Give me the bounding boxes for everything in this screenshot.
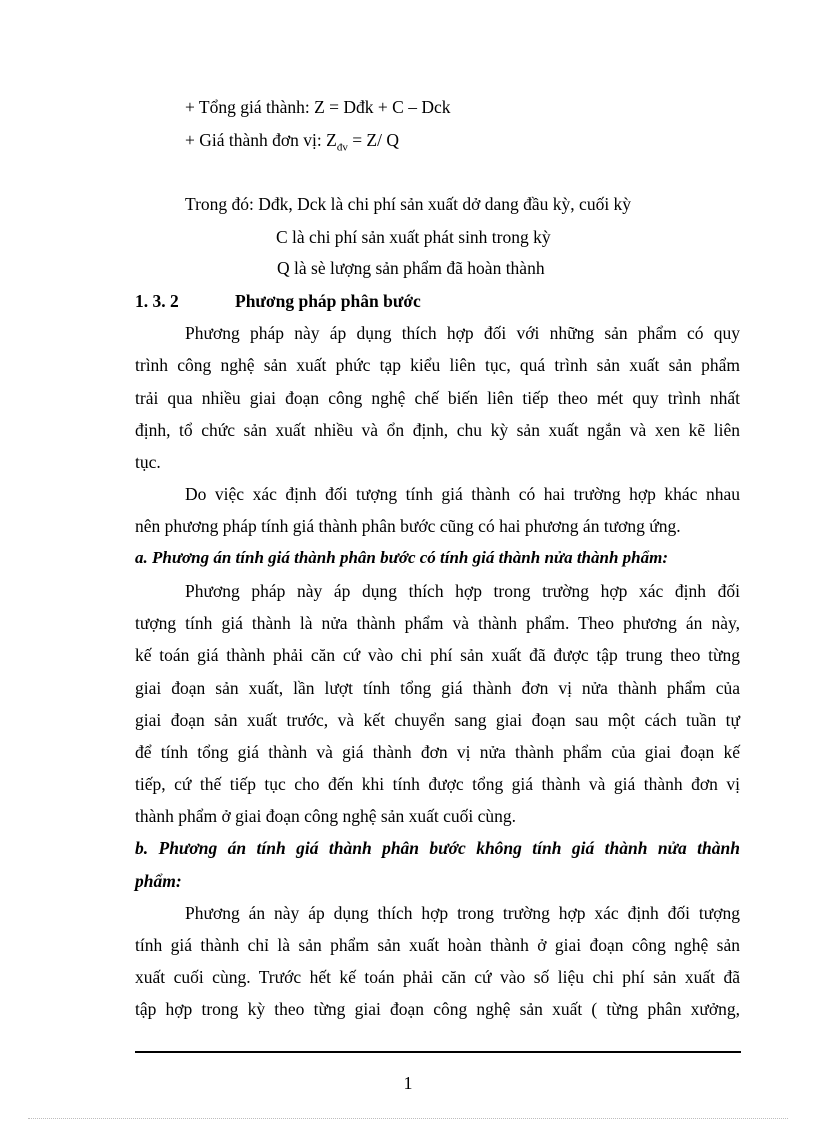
section-number: 1. 3. 2 xyxy=(135,291,179,311)
formula-unit-cost-subscript: đv xyxy=(336,141,348,154)
paragraph3-line: tiếp, cứ thế tiếp tục cho đến khi tính được tổng giá thành và giá thành đơn vị xyxy=(135,774,740,794)
paragraph3-line: tượng tính giá thành là nửa thành phẩm và thành phẩm. Theo phương án này, xyxy=(135,613,740,633)
footer-rule xyxy=(135,1051,741,1053)
heading-a: a. Phương án tính giá thành phân bước có tính giá thành nửa thành phẩm: xyxy=(135,548,669,567)
page-boundary-line xyxy=(28,1118,788,1119)
formula-unit-cost-suffix: = Z/ Q xyxy=(347,130,399,150)
paragraph3-line: kế toán giá thành phải căn cứ vào chi phí sản xuất đã được tập trung theo từng xyxy=(135,645,740,665)
heading-b-line2: phẩm: xyxy=(135,871,182,891)
paragraph1-line: định, tổ chức sản xuất nhiều và ổn định, chu kỳ sản xuất ngắn và xen kẽ liên xyxy=(135,420,740,440)
paragraph4-line: xuất cuối cùng. Trước hết kế toán phải căn cứ vào số liệu chi phí sản xuất đã xyxy=(135,967,740,987)
definition-q: Q là sè lượng sản phẩm đã hoàn thành xyxy=(277,258,545,278)
paragraph2-line: Do việc xác định đối tượng tính giá thành có hai trường hợp khác nhau xyxy=(185,484,740,504)
formula-total-cost: + Tổng giá thành: Z = Dđk + C – Dck xyxy=(185,97,451,117)
heading-b-line1: b. Phương án tính giá thành phân bước không tính giá thành nửa thành xyxy=(135,838,740,858)
paragraph3-line: để tính tổng giá thành và giá thành đơn vị nửa thành phẩm của giai đoạn kế xyxy=(135,742,740,762)
paragraph1-line: trải qua nhiều giai đoạn công nghệ chế biến liên tiếp theo mét quy trình nhất xyxy=(135,388,740,408)
formula-unit-cost-prefix: + Giá thành đơn vị: Z xyxy=(185,130,337,150)
paragraph4-line: tính giá thành chỉ là sản phẩm sản xuất hoàn thành ở giai đoạn công nghệ sản xyxy=(135,935,740,955)
paragraph3-line: giai đoạn sản xuất trước, và kết chuyển sang giai đoạn sau một cách tuần tự xyxy=(135,710,740,730)
paragraph3-line: thành phẩm ở giai đoạn công nghệ sản xuất cuối cùng. xyxy=(135,806,517,826)
definition-intro: Trong đó: Dđk, Dck là chi phí sản xuất dở dang đầu kỳ, cuối kỳ xyxy=(185,194,632,214)
paragraph2-line: nên phương pháp tính giá thành phân bước cũng có hai phương án tương ứng. xyxy=(135,516,681,536)
paragraph1-line: tục. xyxy=(135,452,161,472)
page-number: 1 xyxy=(403,1073,413,1093)
paragraph4-line: tập hợp trong kỳ theo từng giai đoạn công nghệ sản xuất ( từng phân xưởng, xyxy=(135,999,740,1019)
paragraph1-line: trình công nghệ sản xuất phức tạp kiểu liên tục, quá trình sản xuất sản phẩm xyxy=(135,355,740,375)
definition-c: C là chi phí sản xuất phát sinh trong kỳ xyxy=(276,227,551,247)
paragraph3-line: giai đoạn sản xuất, lần lượt tính tổng giá thành đơn vị nửa thành phẩm của xyxy=(135,678,740,698)
section-title: Phương pháp phân bước xyxy=(235,291,421,311)
paragraph1-line: Phương pháp này áp dụng thích hợp đối với những sản phẩm có quy xyxy=(185,323,740,343)
paragraph4-line: Phương án này áp dụng thích hợp trong trường hợp xác định đối tượng xyxy=(185,903,740,923)
paragraph3-line: Phương pháp này áp dụng thích hợp trong trường hợp xác định đối xyxy=(185,581,740,601)
formula-unit-cost xyxy=(185,128,399,152)
